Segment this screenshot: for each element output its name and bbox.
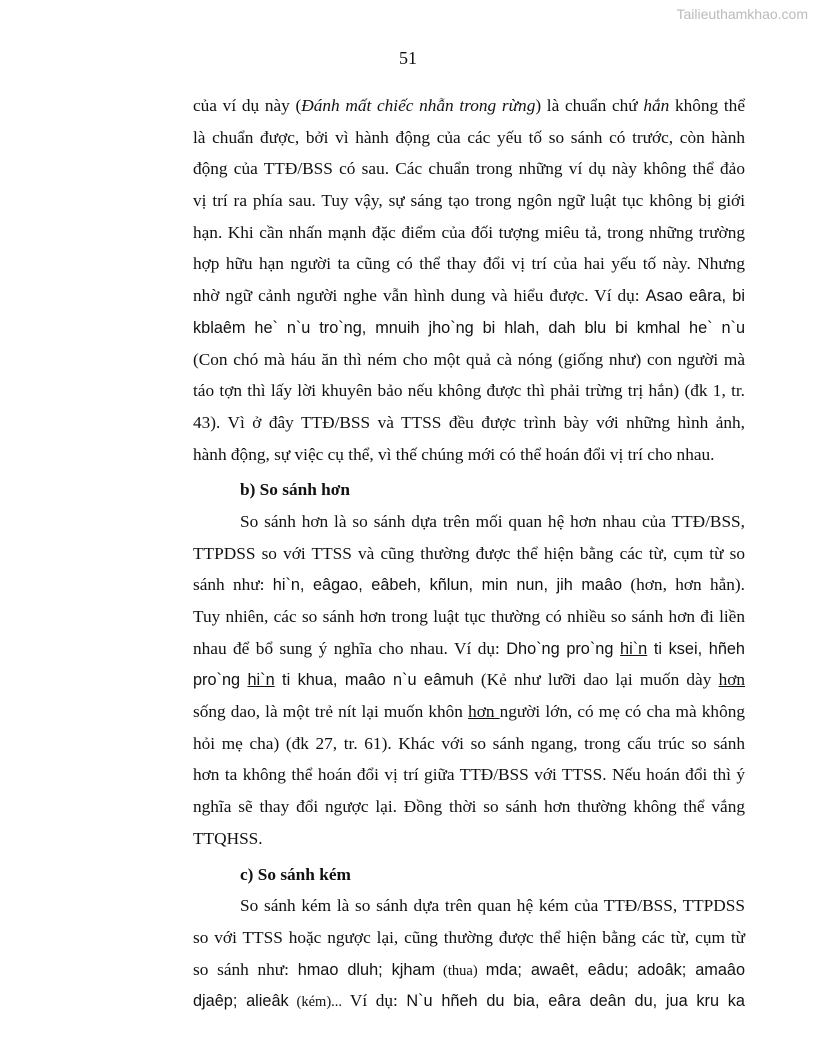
text-segment: Đánh mất chiếc nhẫn trong rừng (301, 96, 536, 115)
text-line (193, 217, 745, 249)
text-segment: nhau để bổ sung ý nghĩa cho nhau. Ví dụ: (193, 638, 507, 658)
text-segment: (hơn, hơn hẳn). (622, 575, 745, 595)
text-segment: nhờ ngữ cảnh người nghe vẫn hình dung và hiểu được. Ví dụ: (193, 286, 646, 306)
text-segment: (kém)... (288, 994, 350, 1011)
text-segment: Tuy nhiên, các so sánh hơn trong luật tục thường có nhiều so sánh hơn đi liền (193, 607, 745, 626)
text-line (193, 890, 745, 922)
text-segment: hạn. Khi cần nhấn mạnh đặc điểm của đối tượng miêu tả, trong những trường (193, 222, 745, 242)
text-segment: táo tợn thì lấy lời khuyên bảo nếu không được thì phải trừng trị hắn) (đk 1, tr. (193, 381, 745, 401)
text-line (193, 696, 745, 728)
text-segment: so với TTSS hoặc ngược lại, cũng thường được thể hiện bằng các từ, cụm từ (193, 927, 745, 947)
text-segment: người lớn, có mẹ có cha mà không (499, 702, 745, 722)
text-segment: TTPDSS so với TTSS và cũng thường được thể hiện bằng các từ, cụm từ so (193, 543, 745, 563)
text-line (193, 759, 745, 791)
text-line (193, 922, 745, 954)
text-segment: b) So sánh hơn (240, 480, 350, 500)
document-body (193, 90, 745, 1017)
ede-text: hi`n (247, 671, 275, 690)
text-segment: hơn (468, 702, 500, 722)
ede-text: mda; awaêt, eâdu; adoâk; amaâo (485, 960, 746, 979)
ede-text: pro`ng (193, 671, 248, 690)
text-segment: hợp hữu hạn người ta cũng có thể thay đổi vị trí của hai yếu tố này. Nhưng (193, 254, 745, 274)
text-segment: là chuẩn được, bởi vì hành động của các yếu tố so sánh có trước, còn hành (193, 127, 745, 147)
ede-text: hi`n (620, 639, 648, 658)
text-segment: của ví dụ này ( (193, 96, 302, 115)
section-heading (193, 859, 745, 891)
text-segment: hắn (643, 96, 670, 115)
ede-text: hmao dluh; kjham (297, 960, 436, 979)
text-line (193, 506, 745, 538)
text-segment: không thể (669, 96, 745, 115)
text-line (193, 439, 745, 471)
ede-text: kblaêm he` n`u tro`ng, mnuih jho`ng bi hlah, dah blu bi kmhal he` n`u (193, 318, 745, 337)
ede-text: Dho`ng pro`ng (506, 639, 621, 658)
text-line (193, 407, 745, 439)
text-line (193, 823, 745, 855)
text-segment: ) là chuẩn chứ (535, 96, 644, 115)
watermark: Tailieuthamkhao.com (676, 6, 808, 22)
text-line (193, 954, 745, 986)
ede-text: hi`n, eâgao, eâbeh, kñlun, min nun, jih maâo (272, 576, 623, 595)
ede-text: ti khua, maâo n`u eâmuh (274, 671, 474, 690)
text-segment: sống dao, là một trẻ nít lại muốn khôn (193, 702, 469, 722)
text-segment: (thua) (435, 962, 486, 979)
page-number: 51 (399, 48, 417, 68)
text-line (193, 153, 745, 185)
ede-text: Asao eâra, bi (645, 287, 745, 306)
text-line (193, 122, 745, 154)
text-segment: 43). Vì ở đây TTĐ/BSS và TTSS đều được trình bày với những hình ảnh, (193, 412, 745, 432)
ede-text: ti ksei, hñeh (647, 639, 745, 658)
text-segment: c) So sánh kém (240, 864, 351, 884)
text-line (193, 664, 745, 696)
text-segment: nghĩa sẽ thay đổi ngược lại. Đồng thời so sánh hơn thường không thể vắng (193, 797, 745, 817)
text-line (193, 375, 745, 407)
section-heading (193, 474, 745, 506)
text-segment: vị trí ra phía sau. Tuy vậy, sự sáng tạo trong ngôn ngữ luật tục không bị giới (193, 191, 745, 211)
text-line (193, 538, 745, 570)
text-line (193, 601, 745, 633)
text-segment: So sánh hơn là so sánh dựa trên mối quan hệ hơn nhau của TTĐ/BSS, (240, 511, 745, 531)
text-segment: (Kẻ như lưỡi dao lại muốn dày (473, 670, 719, 690)
text-line (193, 633, 745, 665)
text-line (193, 344, 745, 376)
text-segment: So sánh kém là so sánh dựa trên quan hệ kém của TTĐ/BSS, TTPDSS (240, 896, 745, 916)
text-line (193, 185, 745, 217)
text-segment: so sánh như: (193, 959, 298, 979)
text-line (193, 569, 745, 601)
text-line (193, 280, 745, 312)
text-segment: TTQHSS. (193, 828, 263, 848)
text-segment: Ví dụ: (349, 991, 407, 1011)
text-segment: hơn (718, 670, 746, 690)
text-line (193, 248, 745, 280)
text-line (193, 728, 745, 760)
text-segment: (Con chó mà háu ăn thì ném cho một quả cà nóng (giống như) con người mà (193, 349, 745, 369)
ede-text: N`u hñeh du bia, eâra deân du, jua kru ka (406, 992, 745, 1011)
text-line (193, 985, 745, 1017)
text-segment: động của TTĐ/BSS có sau. Các chuẩn trong những ví dụ này không thể đảo (193, 159, 745, 179)
text-segment: hành động, sự việc cụ thể, vì thế chúng mới có thể hoán đổi vị trí cho nhau. (193, 444, 715, 464)
text-line (193, 791, 745, 823)
text-segment: hơn ta không thể hoán đổi vị trí giữa TTĐ/BSS với TTSS. Nếu hoán đổi thì ý (193, 765, 745, 785)
text-segment: hỏi mẹ cha) (đk 27, tr. 61). Khác với so sánh ngang, trong cấu trúc so sánh (193, 733, 745, 753)
text-segment: sánh như: (193, 575, 273, 595)
text-line (193, 312, 745, 344)
ede-text: djaêp; alieâk (193, 992, 289, 1011)
text-line (193, 90, 745, 122)
